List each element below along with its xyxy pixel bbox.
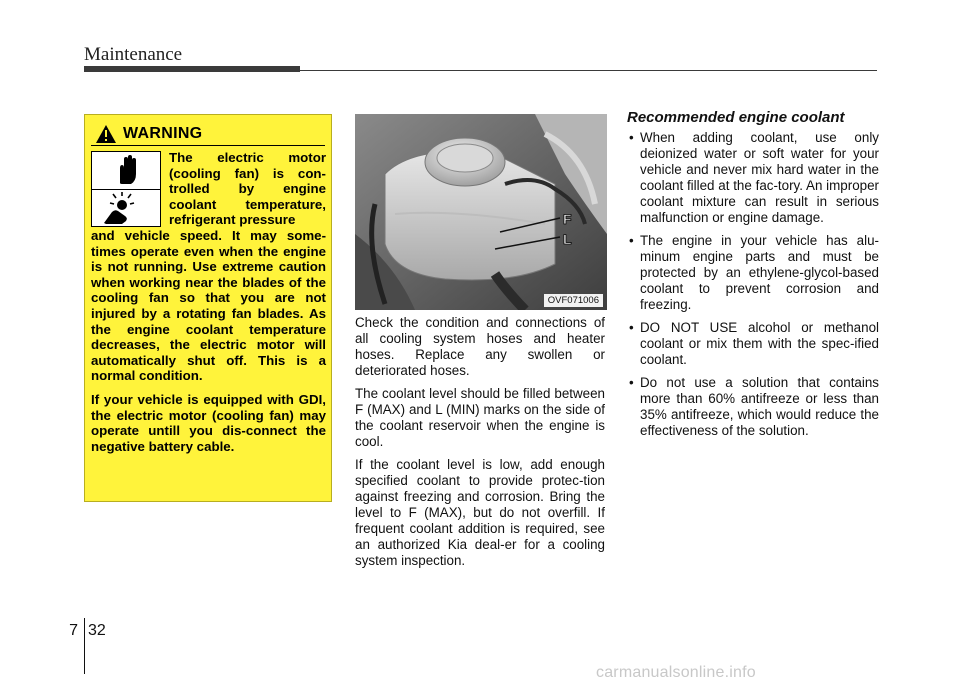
recommended-coolant-section [627,110,879,446]
coolant-reservoir-photo [355,114,607,310]
paragraph-low-level: If the coolant level is low, add enough specified coolant to provide protec-tion against freezing and corrosion. Bring the level to F (MAX), but do not overfill. If frequent coolant addition is required, see an authorized Kia deal-er for a cooling system inspection. [355,457,605,568]
paragraph-level: The coolant level should be filled between F (MAX) and L (MIN) marks on the side of the coolant reservoir when the engine is cool. [355,386,605,449]
coolant-bullet-list [627,130,879,439]
header-bar [84,66,300,72]
list-item: • Do not use a solution that contains more than 60% antifreeze or less than 35% antifreeze, which would reduce the effectiveness of the solution. [627,375,879,439]
max-mark-label: F [563,211,572,227]
min-mark-label: L [563,231,572,247]
fan-hazard-pictogram [91,151,161,227]
page-number: 32 [88,622,106,639]
warning-body [91,228,326,454]
photo-code-label: OVF071006 [544,294,603,307]
list-item: • When adding coolant, use only deionized water or soft water for your vehicle and never mix hard water in the coolant filled at the fac-tory. An improper coolant mixture can result in serious malfunction or engine damage. [627,130,879,226]
warning-box [84,114,332,502]
engine-bay-illustration [355,114,607,310]
warning-continued-text: and vehicle speed. It may some-times operate even when the engine is not running. Use extreme caution when working near the blades of the cooling fan so that you are not injured by a rotating fan blades. As the engine coolant temperature decreases, the electric motor will automatically shut off. This is a normal condition. [91,228,326,384]
warning-title: WARNING [123,125,203,142]
footer-divider [84,618,85,674]
coolant-check-text [355,315,605,569]
list-item: • DO NOT USE alcohol or methanol coolant or mix them with the spec-ified coolant. [627,320,879,368]
page-header-title: Maintenance [84,44,183,65]
warning-divider [91,145,325,146]
list-item: • The engine in your vehicle has alu-minum engine parts and must be protected by an ethylene-glycol-based coolant to prevent corrosion and freezing. [627,233,879,313]
watermark: carmanualsonline.info [596,664,756,681]
section-heading: Recommended engine coolant [627,109,845,126]
warning-gdi-text: If your vehicle is equipped with GDI, the electric motor (cooling fan) may operate untill you dis-connect the negative battery cable. [91,391,326,454]
header-rule [300,70,877,71]
fan-blade-hand-icon [92,190,160,226]
warning-header [95,123,202,145]
stop-hand-icon [92,152,160,188]
chapter-number: 7 [69,622,78,639]
warning-intro-text: The electric motor (cooling fan) is con-trolled by engine coolant temperature, refrigerant pressure [169,150,326,228]
warning-triangle-icon [95,124,117,144]
paragraph-hoses: Check the condition and connections of all cooling system hoses and heater hoses. Replace any swollen or deteriorated hoses. [355,315,605,378]
